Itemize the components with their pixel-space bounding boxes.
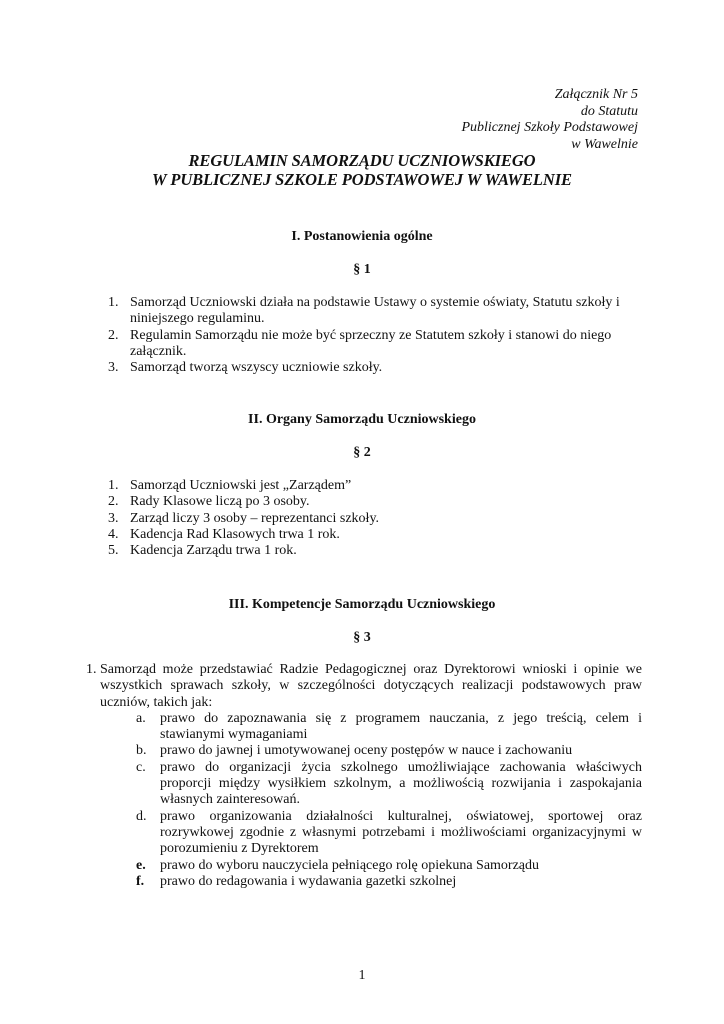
section-heading: I. Postanowienia ogólne: [291, 229, 433, 244]
item-text: Kadencja Zarządu trwa 1 rok.: [130, 543, 297, 559]
section-2-list: [108, 478, 642, 559]
annex-line: Publicznej Szkoły Podstawowej: [461, 120, 638, 135]
sub-item-text: prawo do wyboru nauczyciela pełniącego rolę opiekuna Samorządu: [160, 857, 540, 873]
item-number: 2.: [108, 494, 119, 510]
sub-item-letter: e.: [136, 857, 146, 873]
list-item: [108, 494, 642, 510]
sub-item-text: prawo do jawnej i umotywowanej oceny postępów w nauce i zachowaniu: [160, 743, 573, 759]
item-number: 4.: [108, 526, 119, 542]
list-item: [108, 295, 642, 328]
annex-note: [461, 87, 638, 153]
list-item: [108, 328, 642, 361]
sub-item: [136, 809, 642, 858]
sub-list: [136, 711, 642, 890]
item-text: Samorząd Uczniowski działa na podstawie Ustawy o systemie oświaty, Statutu szkoły i niniejszego regulaminu.: [130, 295, 620, 327]
section-heading: III. Kompetencje Samorządu Uczniowskiego: [228, 597, 496, 612]
sub-item: [136, 874, 642, 890]
item-number: 1.: [108, 478, 119, 493]
paragraph-mark: § 2: [353, 445, 371, 460]
list-item: [108, 360, 642, 376]
sub-item-text: prawo organizowania działalności kulturalnej, oświatowej, sportowej oraz rozrywkowej zgodnie z własnymi potrzebami i możliwościami organizacyjnymi w porozumieniu z Dyrektorem: [160, 808, 642, 857]
sub-item: [136, 711, 642, 744]
sub-item: [136, 743, 642, 759]
paragraph-mark: § 1: [353, 262, 371, 277]
item-text: Kadencja Rad Klasowych trwa 1 rok.: [130, 526, 340, 542]
sub-item: [136, 858, 642, 874]
sub-item-letter: f.: [136, 873, 145, 889]
sub-item: [136, 760, 642, 809]
annex-line: do Statutu: [580, 103, 638, 119]
section-1-list: [108, 295, 642, 376]
sub-item-letter: a.: [136, 710, 146, 726]
section-3-list: [86, 662, 642, 890]
item-text: Samorząd Uczniowski jest „Zarządem”: [130, 478, 352, 493]
item-number: 1.: [108, 295, 119, 310]
list-item: [108, 478, 642, 494]
item-number: 3.: [108, 510, 119, 526]
document-title: [0, 152, 724, 189]
title-line: REGULAMIN SAMORZĄDU UCZNIOWSKIEGO: [188, 151, 536, 170]
sub-item-letter: b.: [136, 743, 147, 759]
page-number: 1: [358, 968, 366, 983]
annex-line: w Wawelnie: [571, 136, 638, 152]
item-text: Regulamin Samorządu nie może być sprzeczny ze Statutem szkoły i stanowi do niego załącznik.: [130, 327, 612, 359]
item-text: Samorząd może przedstawiać Radzie Pedagogicznej oraz Dyrektorowi wnioski i opinie we wszystkich sprawach szkoły, w szczególności dotyczących realizacji podstawowych praw uczniów, takich jak:: [100, 662, 642, 710]
sub-item-letter: d.: [136, 808, 147, 824]
list-item: [86, 662, 642, 890]
annex-line: Załącznik Nr 5: [554, 87, 638, 102]
item-number: 1.: [86, 662, 97, 677]
sub-item-letter: c.: [136, 759, 146, 775]
item-text: Samorząd tworzą wszyscy uczniowie szkoły.: [130, 360, 383, 376]
sub-item-text: prawo do redagowania i wydawania gazetki szkolnej: [160, 873, 457, 889]
paragraph-mark: § 3: [353, 630, 371, 645]
sub-item-text: prawo do organizacji życia szkolnego umożliwiające zachowania właściwych proporcji między wysiłkiem szkolnym, a możliwością rozwijania i zaspokajania własnych zainteresowań.: [160, 759, 642, 808]
item-text: Rady Klasowe liczą po 3 osoby.: [130, 494, 310, 510]
list-item: [108, 543, 642, 559]
item-number: 5.: [108, 543, 119, 559]
list-item: [108, 527, 642, 543]
list-item: [108, 511, 642, 527]
sub-item-text: prawo do zapoznawania się z programem nauczania, z jego treścią, celem i stawianymi wymaganiami: [160, 710, 642, 743]
section-heading: II. Organy Samorządu Uczniowskiego: [248, 412, 476, 427]
item-text: Zarząd liczy 3 osoby – reprezentanci szkoły.: [130, 510, 380, 526]
title-line: W PUBLICZNEJ SZKOLE PODSTAWOWEJ W WAWELNIE: [152, 169, 572, 189]
item-number: 3.: [108, 360, 119, 376]
item-number: 2.: [108, 327, 119, 343]
